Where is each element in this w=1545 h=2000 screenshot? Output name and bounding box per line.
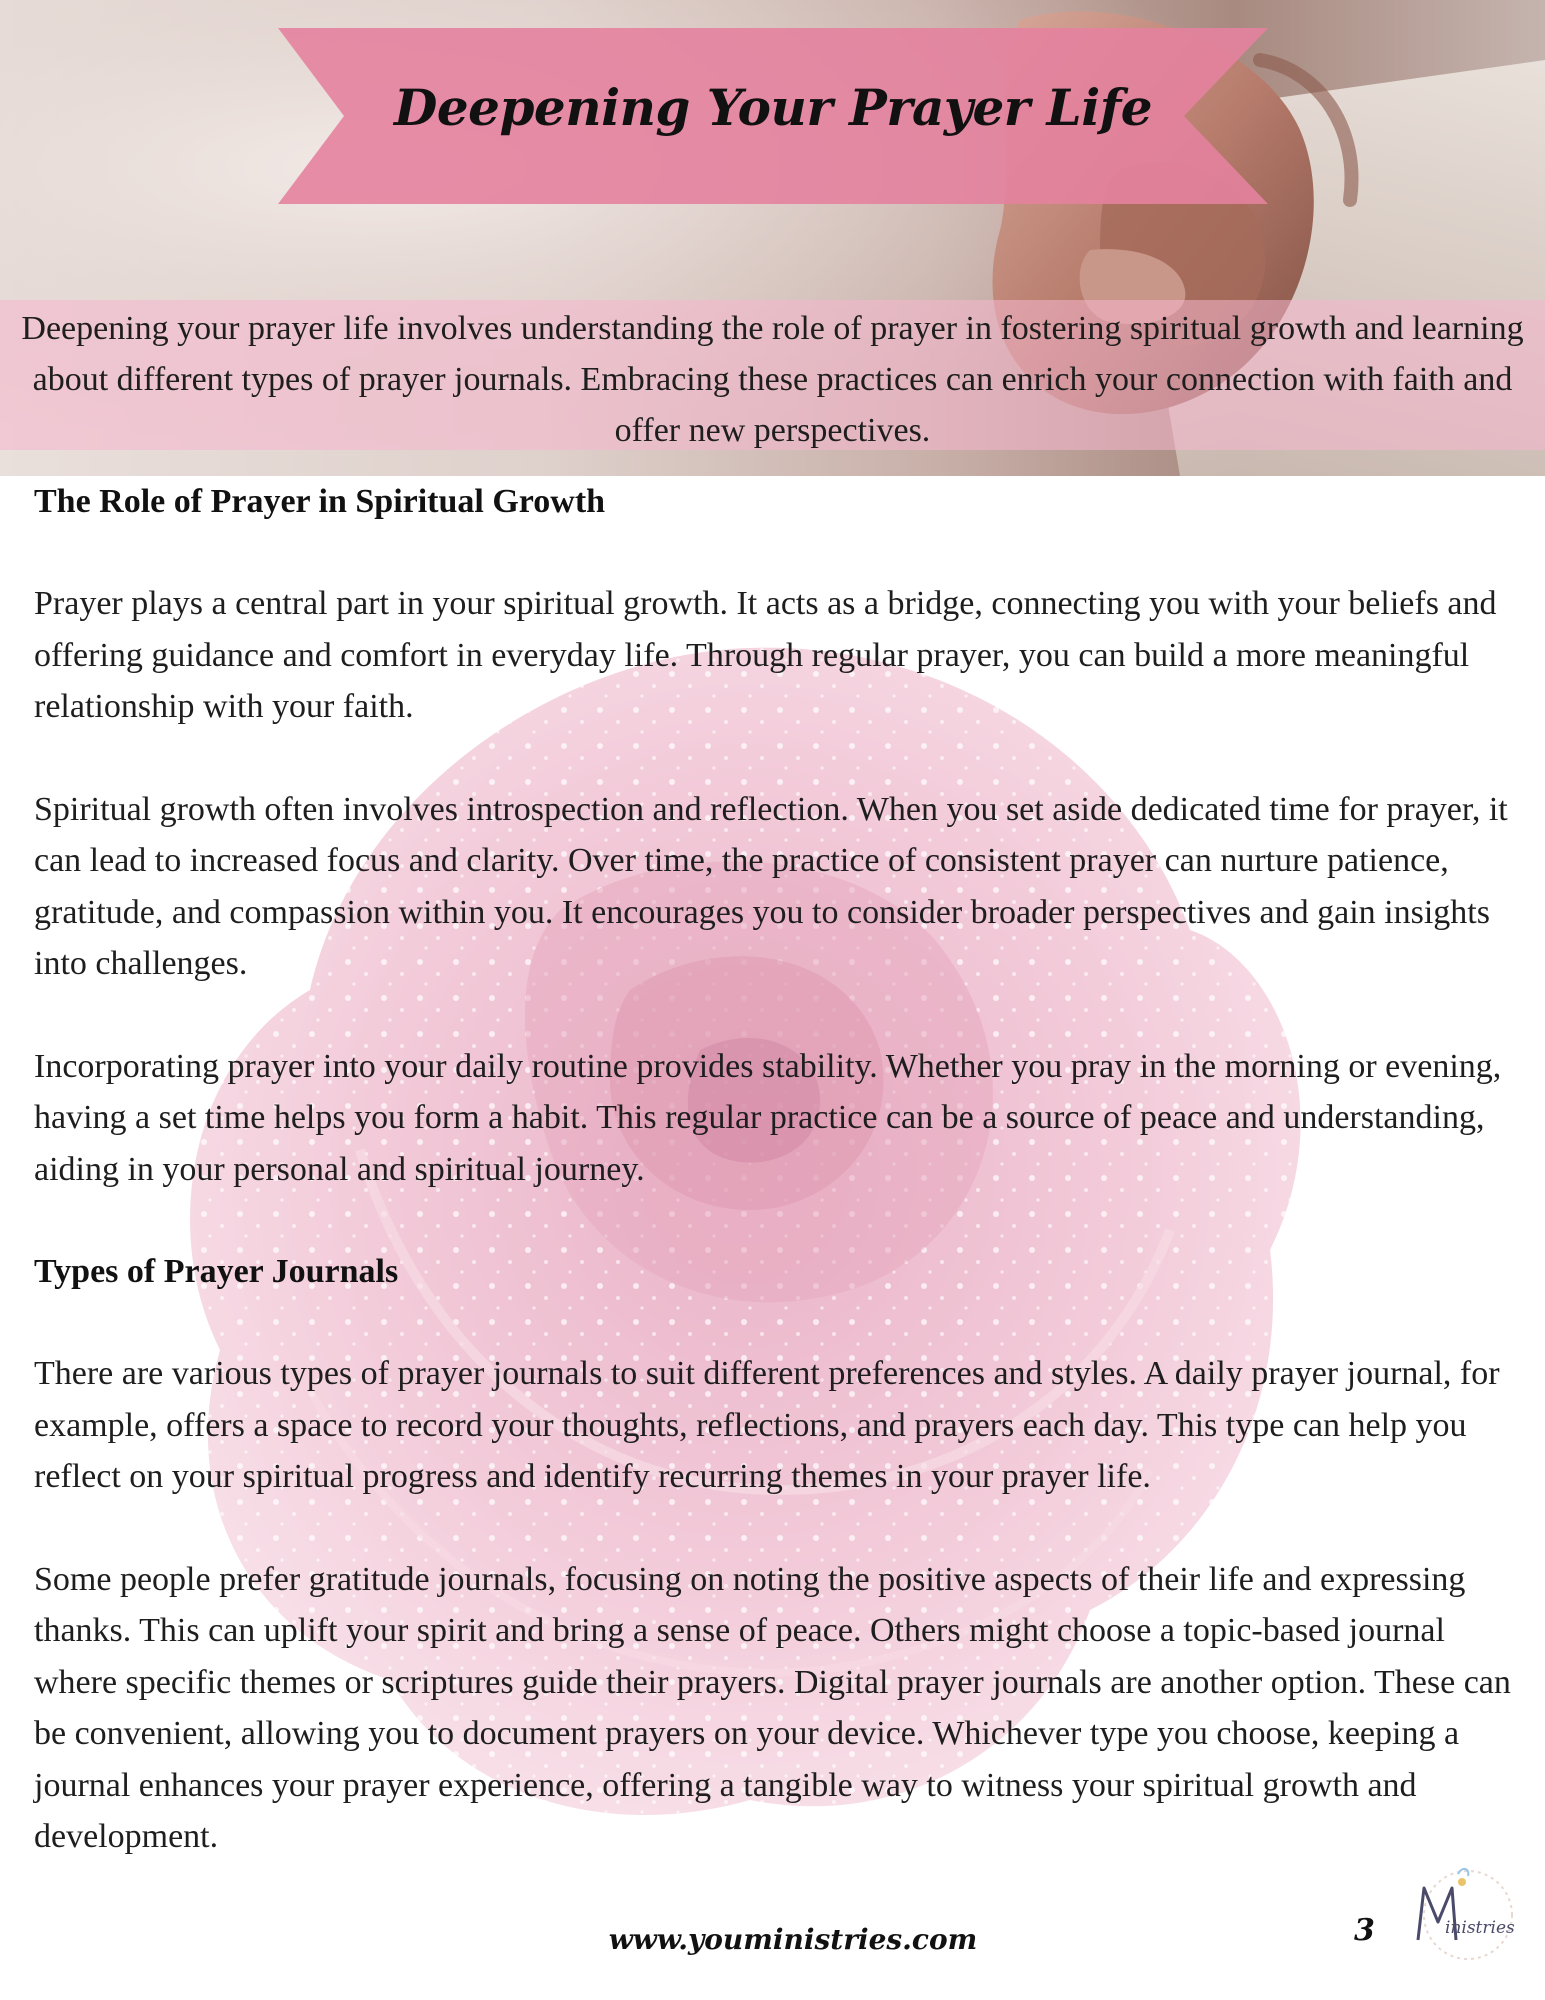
ministries-logo-icon [1398, 1860, 1528, 1970]
page-title: Deepening Your Prayer Life [393, 78, 1153, 137]
main-content [34, 476, 1514, 1863]
section-heading: Types of Prayer Journals [34, 1253, 399, 1290]
intro-text: Deepening your prayer life involves understanding the role of prayer in fostering spiritual growth and learning about different types of prayer journals. Embracing these practices can enrich your connection with faith and offer new perspectives. [21, 310, 1524, 449]
footer-website-link[interactable]: www.youministries.com [608, 1923, 978, 1956]
paragraph: There are various types of prayer journals to suit different preferences and styles. A daily prayer journal, for example, offers a space to record your thoughts, reflections, and prayers each day. This type can help you reflect on your spiritual progress and identify recurring themes in your prayer life. [34, 1355, 1500, 1495]
page-number: 3 [1354, 1913, 1375, 1948]
logo-text: inistries [1445, 1918, 1515, 1938]
paragraph: Spiritual growth often involves introspection and reflection. When you set aside dedicated time for prayer, it can lead to increased focus and clarity. Over time, the practice of consistent prayer can nurture patience, gratitude, and compassion within you. It encourages you to consider broader perspectives and gain insights into challenges. [34, 790, 1508, 982]
paragraph: Some people prefer gratitude journals, focusing on noting the positive aspects of their life and expressing thanks. This can uplift your spirit and bring a sense of peace. Others might choose a topic-based journal where specific themes or scriptures guide their prayers. Digital prayer journals are another option. These can be convenient, allowing you to document prayers on your device. Whichever type you choose, keeping a journal enhances your prayer experience, offering a tangible way to witness your spiritual growth and development. [34, 1560, 1511, 1855]
paragraph: Incorporating prayer into your daily routine provides stability. Whether you pray in the morning or evening, having a set time helps you form a habit. This regular practice can be a source of peace and understanding, aiding in your personal and spiritual journey. [34, 1047, 1502, 1188]
paragraph: Prayer plays a central part in your spiritual growth. It acts as a bridge, connecting you with your beliefs and offering guidance and comfort in everyday life. Through regular prayer, you can build a more meaningful relationship with your faith. [34, 585, 1497, 725]
section-heading: The Role of Prayer in Spiritual Growth [34, 483, 606, 520]
